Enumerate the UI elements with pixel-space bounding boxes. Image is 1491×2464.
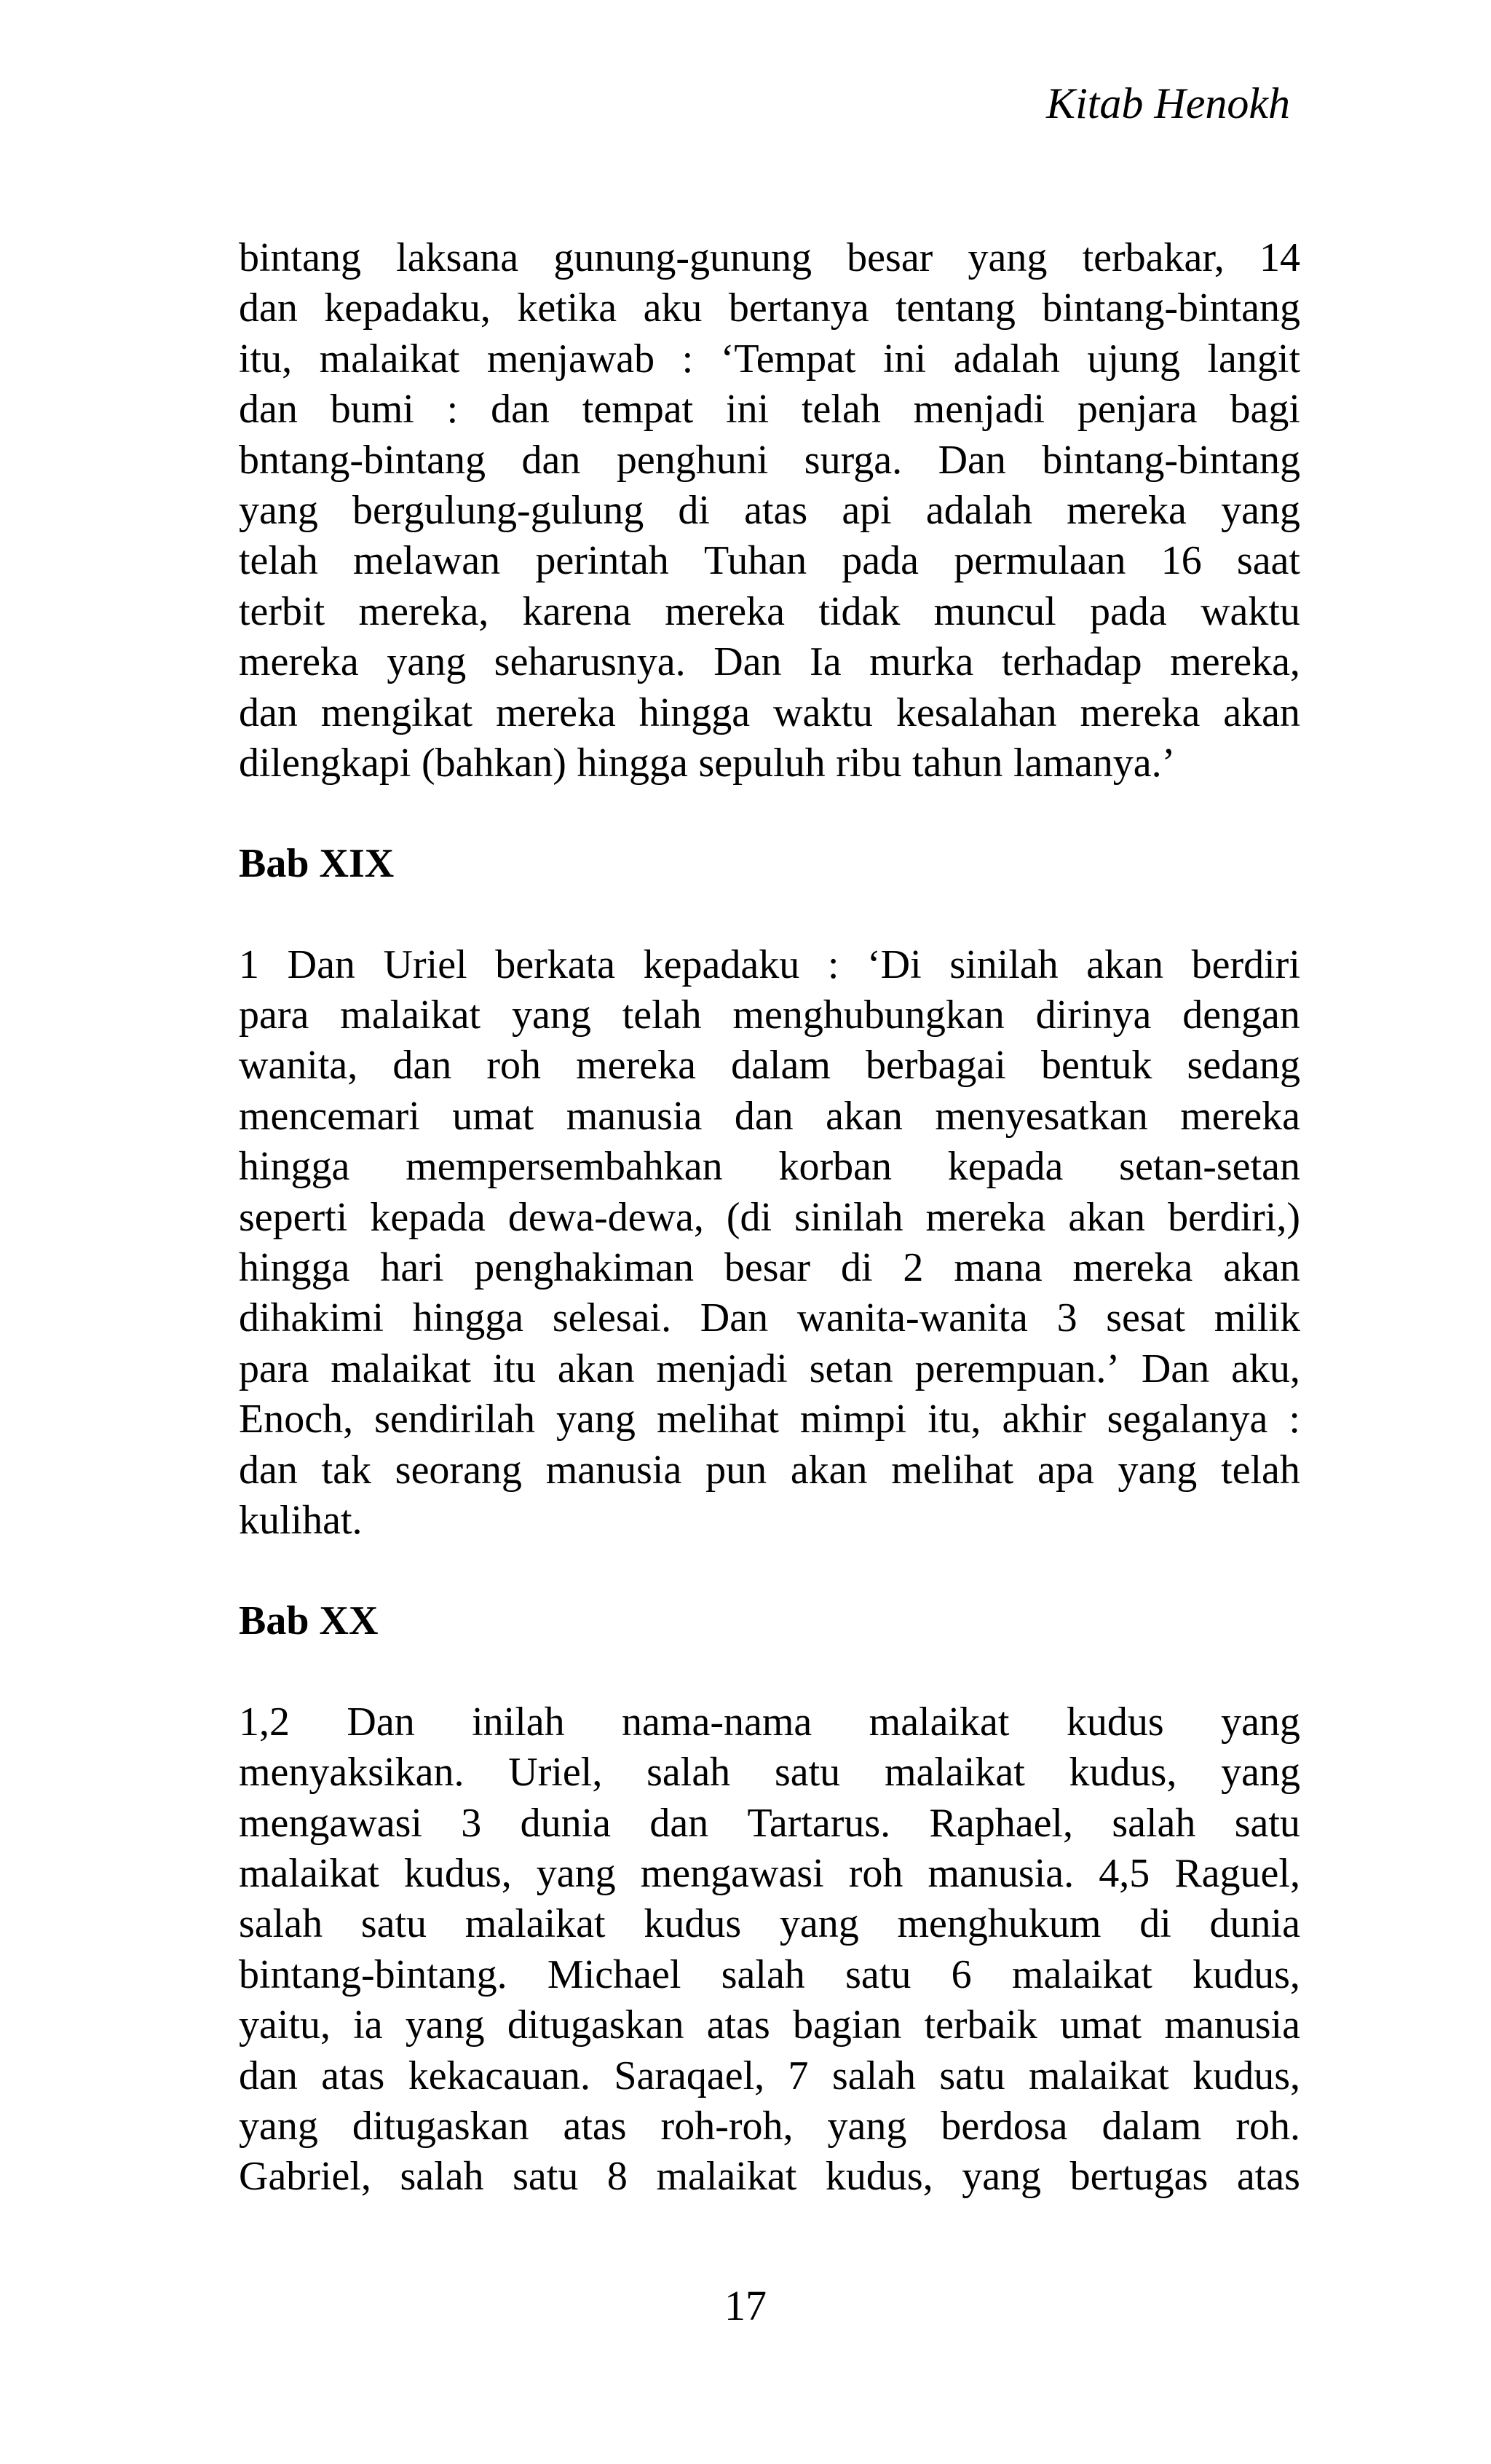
section-heading: Bab XX — [239, 1598, 379, 1644]
text-line: salah satu malaikat kudus yang menghukum di dunia — [239, 1901, 1300, 1947]
text-line: yaitu, ia yang ditugaskan atas bagian terbaik umat manusia — [239, 2002, 1300, 2048]
text-line: telah melawan perintah Tuhan pada permulaan 16 saat — [239, 538, 1300, 584]
text-line: bintang-bintang. Michael salah satu 6 malaikat kudus, — [239, 1951, 1300, 1997]
text-line: mereka yang seharusnya. Dan Ia murka terhadap mereka, — [239, 639, 1300, 685]
page-body — [239, 233, 1300, 2203]
text-line: dan mengikat mereka hingga waktu kesalahan mereka akan — [239, 690, 1300, 735]
paragraph — [239, 940, 1300, 1547]
text-line: dihakimi hingga selesai. Dan wanita-wanita 3 sesat milik — [239, 1295, 1300, 1341]
running-head-title: Kitab Henokh — [1046, 79, 1290, 127]
text-line: mencemari umat manusia dan akan menyesatkan mereka — [239, 1093, 1300, 1139]
text-line: para malaikat itu akan menjadi setan perempuan.’ Dan aku, — [239, 1346, 1300, 1391]
section-heading: Bab XIX — [239, 841, 395, 887]
text-line: kulihat. — [239, 1497, 363, 1543]
text-line: yang ditugaskan atas roh-roh, yang berdosa dalam roh. — [239, 2103, 1300, 2149]
text-line: menyaksikan. Uriel, salah satu malaikat kudus, yang — [239, 1750, 1300, 1796]
text-line: hingga mempersembahkan korban kepada setan-setan — [239, 1144, 1300, 1190]
text-line: bintang laksana gunung-gunung besar yang terbakar, 14 — [239, 235, 1300, 280]
text-line: Enoch, sendirilah yang melihat mimpi itu, akhir segalanya : — [239, 1397, 1300, 1442]
text-line: para malaikat yang telah menghubungkan dirinya dengan — [239, 992, 1300, 1038]
text-line: dilengkapi (bahkan) hingga sepuluh ribu tahun lamanya.’ — [239, 740, 1176, 786]
text-line: yang bergulung-gulung di atas api adalah mereka yang — [239, 487, 1300, 533]
page-number: 17 — [724, 2282, 767, 2329]
text-line: wanita, dan roh mereka dalam berbagai bentuk sedang — [239, 1043, 1300, 1089]
text-line: bntang-bintang dan penghuni surga. Dan bintang-bintang — [239, 437, 1300, 483]
text-line: terbit mereka, karena mereka tidak muncul pada waktu — [239, 588, 1300, 634]
paragraph — [239, 1697, 1300, 2203]
text-line: 1 Dan Uriel berkata kepadaku : ‘Di sinilah akan berdiri — [239, 941, 1300, 987]
text-line: mengawasi 3 dunia dan Tartarus. Raphael, salah satu — [239, 1800, 1300, 1846]
text-line: Gabriel, salah satu 8 malaikat kudus, yang bertugas atas — [239, 2154, 1300, 2200]
text-line: malaikat kudus, yang mengawasi roh manusia. 4,5 Raguel, — [239, 1850, 1300, 1896]
text-line: hingga hari penghakiman besar di 2 mana mereka akan — [239, 1245, 1300, 1291]
text-line: dan tak seorang manusia pun akan melihat apa yang telah — [239, 1447, 1300, 1493]
text-line: 1,2 Dan inilah nama-nama malaikat kudus yang — [239, 1699, 1300, 1745]
text-line: itu, malaikat menjawab : ‘Tempat ini adalah ujung langit — [239, 336, 1300, 382]
text-line: dan kepadaku, ketika aku bertanya tentang bintang-bintang — [239, 285, 1300, 331]
text-line: seperti kepada dewa-dewa, (di sinilah mereka akan berdiri,) — [239, 1194, 1300, 1240]
paragraph — [239, 233, 1300, 789]
text-line: dan atas kekacauan. Saraqael, 7 salah satu malaikat kudus, — [239, 2053, 1300, 2098]
text-line: dan bumi : dan tempat ini telah menjadi penjara bagi — [239, 387, 1300, 433]
